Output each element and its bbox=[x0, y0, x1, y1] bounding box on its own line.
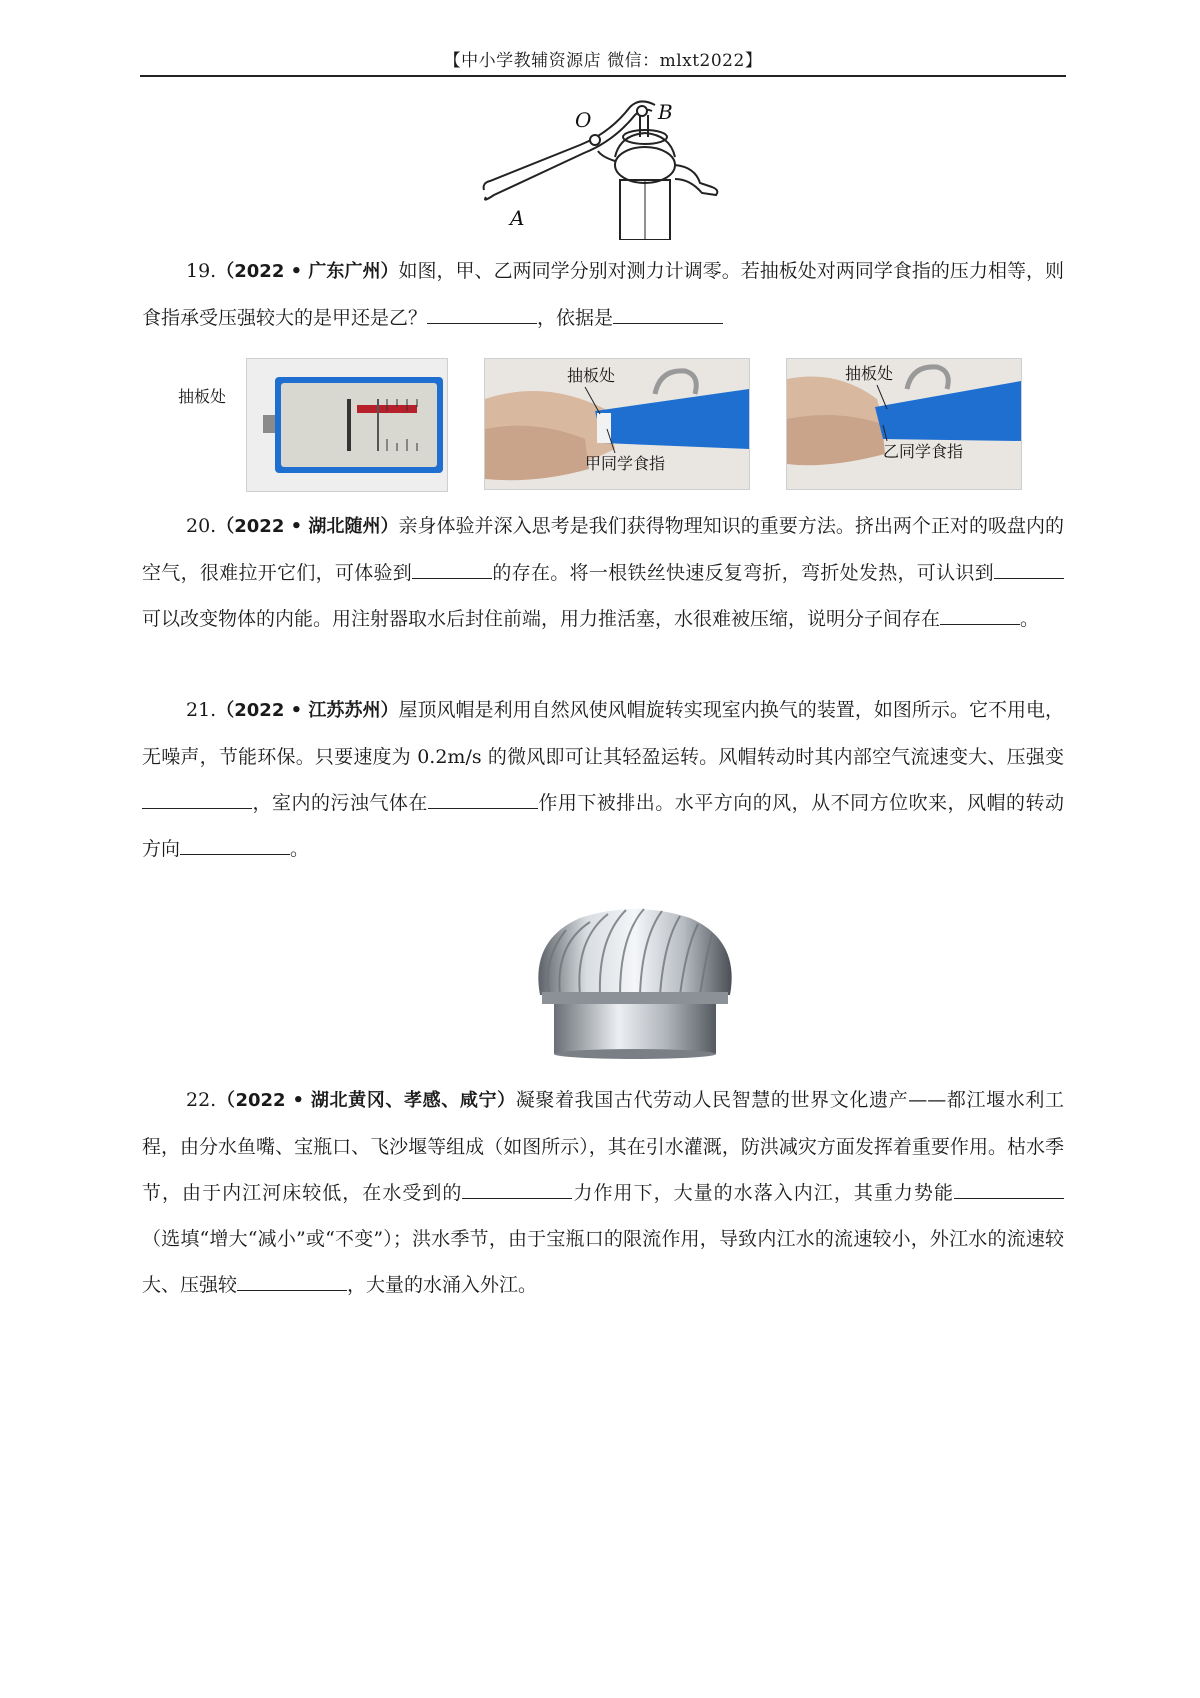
q19-photo3-top-label: 抽板处 bbox=[845, 364, 894, 383]
q19-photo2-bottom-label: 甲同学食指 bbox=[585, 454, 666, 473]
q21-source: （2022 • 江苏苏州） bbox=[216, 700, 399, 721]
q19-text2: ，依据是 bbox=[537, 307, 614, 329]
q19-photo2-top-label: 抽板处 bbox=[567, 366, 616, 385]
q21-text4: 。 bbox=[290, 838, 310, 860]
q19-photo-student-b bbox=[786, 358, 1022, 490]
q20-text3: 可以改变物体的内能。用注射器取水后封住前端，用力推活塞，水很难被压缩，说明分子间存在 bbox=[142, 608, 941, 630]
q19-blank-2[interactable] bbox=[613, 299, 723, 324]
q22-number: 22. bbox=[186, 1089, 217, 1111]
q20-text1: 亲身体验并深入思考是我们获得物理知识的重要方法。挤出两个正对的吸盘内的空气，很难拉开它们，可体验到 bbox=[142, 515, 1064, 584]
q22-text4: ，大量的水涌入外江。 bbox=[347, 1274, 538, 1296]
question-19 bbox=[142, 248, 1064, 341]
q20-source: （2022 • 湖北随州） bbox=[216, 516, 399, 537]
page-header: 【中小学教辅资源店 微信：mlxt2022】 bbox=[443, 51, 763, 71]
q22-blank-2[interactable] bbox=[954, 1174, 1064, 1199]
question-21 bbox=[142, 687, 1064, 872]
q22-text3: （选填“增大“减小”或“不变”）；洪水季节，由于宝瓶口的限流作用，导致内江水的流速较小，外江水的流速较大、压强较 bbox=[142, 1228, 1064, 1296]
q22-text2: 力作用下，大量的水落入内江，其重力势能 bbox=[572, 1182, 954, 1204]
q20-blank-3[interactable] bbox=[940, 600, 1020, 625]
label-o: O bbox=[575, 108, 592, 132]
header-divider bbox=[140, 75, 1066, 77]
q19-blank-1[interactable] bbox=[427, 299, 537, 324]
q21-text1: 屋顶风帽是利用自然风使风帽旋转实现室内换气的装置，如图所示。它不用电，无噪声，节能环保。只要速度为 0.2m/s 的微风即可让其轻盈运转。风帽转动时其内部空气流速变大、压强变 bbox=[142, 699, 1064, 768]
question-22 bbox=[142, 1077, 1064, 1308]
label-b: B bbox=[658, 100, 673, 124]
q20-blank-1[interactable] bbox=[412, 554, 492, 579]
q19-source: （2022 • 广东广州） bbox=[216, 261, 399, 282]
q19-photo-spring-scale bbox=[246, 358, 448, 492]
q19-photo1-caption bbox=[178, 382, 258, 412]
q22-blank-1[interactable] bbox=[462, 1174, 572, 1199]
q19-photo1-label: 抽板处 bbox=[178, 387, 227, 406]
q22-text1: 凝聚着我国古代劳动人民智慧的世界文化遗产——都江堰水利工程，由分水鱼嘴、宝瓶口、飞沙堰等组成（如图所示），其在引水灌溉，防洪减灾方面发挥着重要作用。枯水季节，由于内江河床较低，在水受到的 bbox=[142, 1089, 1064, 1204]
q22-blank-3[interactable] bbox=[237, 1266, 347, 1291]
question-20 bbox=[142, 503, 1064, 642]
q19-number: 19. bbox=[186, 260, 217, 282]
q20-number: 20. bbox=[186, 515, 217, 537]
pump-lever-figure bbox=[480, 95, 770, 240]
q19-photo-student-a bbox=[484, 358, 750, 490]
q21-blank-3[interactable] bbox=[180, 830, 290, 855]
q20-blank-2[interactable] bbox=[994, 554, 1064, 579]
q20-text4: 。 bbox=[1020, 608, 1040, 630]
roof-ventilator-photo bbox=[520, 900, 750, 1060]
q19-photo3-bottom-label: 乙同学食指 bbox=[883, 442, 964, 461]
q21-number: 21. bbox=[186, 699, 217, 721]
label-a: A bbox=[510, 206, 525, 230]
q22-source: （2022 • 湖北黄冈、孝感、咸宁） bbox=[216, 1090, 516, 1111]
q21-text2: ，室内的污浊气体在 bbox=[252, 792, 428, 814]
q20-text2: 的存在。将一根铁丝快速反复弯折，弯折处发热，可认识到 bbox=[492, 562, 994, 584]
q21-blank-1[interactable] bbox=[142, 784, 252, 809]
q19-text1: 如图，甲、乙两同学分别对测力计调零。若抽板处对两同学食指的压力相等，则食指承受压强较大的是甲还是乙？ bbox=[142, 260, 1064, 329]
q21-text3: 作用下被排出。水平方向的风，从不同方位吹来，风帽的转动方向 bbox=[142, 792, 1064, 860]
q21-blank-2[interactable] bbox=[428, 784, 538, 809]
